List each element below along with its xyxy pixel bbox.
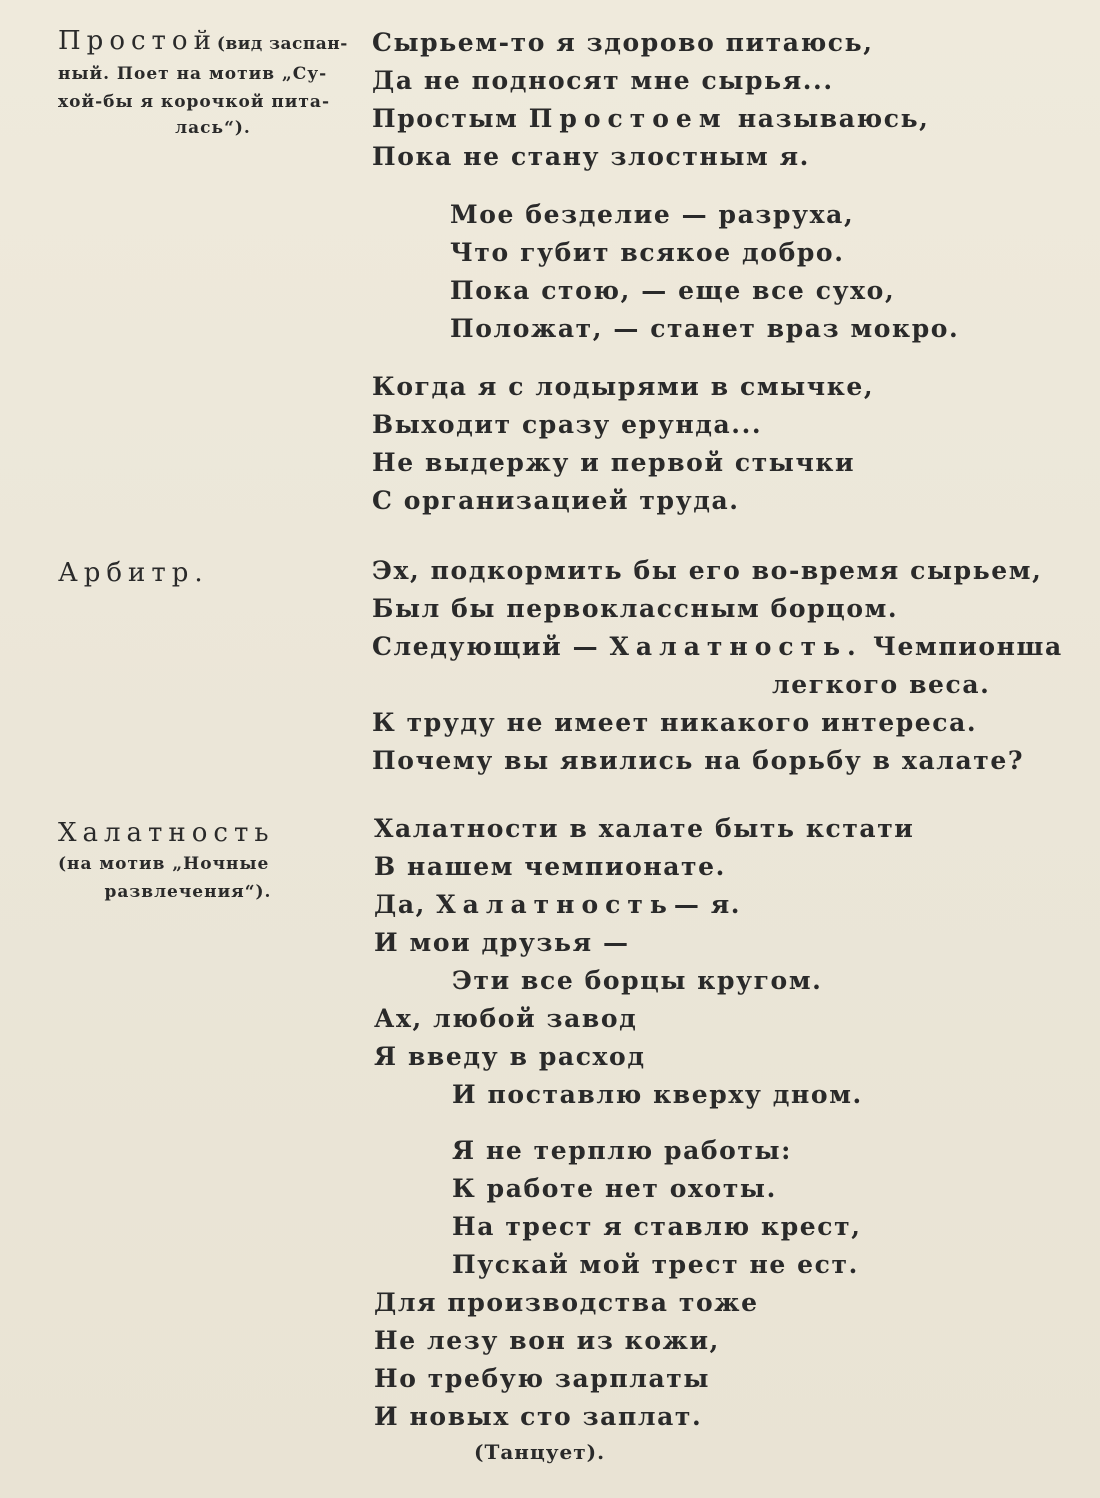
verse-word-spaced: Простоем — [528, 104, 728, 133]
verse-line — [372, 104, 930, 133]
speaker-arbitr: Арбитр. — [58, 558, 209, 588]
verse-word-spaced: Халатность. — [609, 632, 863, 661]
verse-line: Пускай мой трест не ест. — [452, 1250, 859, 1279]
verse-line: Я не терплю работы: — [452, 1136, 793, 1165]
verse-word: Да, — [374, 890, 426, 919]
verse-line: И мои друзья — — [374, 928, 630, 957]
verse-line: С организацией труда. — [372, 486, 740, 515]
verse-word: Чемпионша — [873, 632, 1063, 661]
verse-word: Простым — [372, 104, 519, 133]
verse-line: Пока не стану злостным я. — [372, 142, 810, 171]
verse-line: Эх, подкормить бы его во-время сырьем, — [372, 556, 1043, 585]
verse-line: Почему вы явились на борьбу в халате? — [372, 746, 1025, 775]
verse-line — [374, 890, 741, 919]
verse-line: На трест я ставлю крест, — [452, 1212, 862, 1241]
verse-line: И новых сто заплат. — [374, 1402, 703, 1431]
speaker-note-line: (на мотив „Ночные — [58, 854, 270, 874]
verse-line: И поставлю кверху дном. — [452, 1080, 863, 1109]
speaker-note-line: лась“). — [175, 118, 251, 138]
verse-word: — я. — [673, 890, 742, 919]
verse-line: Сырьем-то я здорово питаюсь, — [372, 28, 874, 57]
verse-word: Следующий — — [372, 632, 600, 661]
verse-line: Но требую зарплаты — [374, 1364, 711, 1393]
verse-word: называюсь, — [737, 104, 930, 133]
verse-line: Что губит всякое добро. — [450, 238, 845, 267]
verse-line: Пока стою, — еще все сухо, — [450, 276, 896, 305]
verse-line: Был бы первоклассным борцом. — [372, 594, 899, 623]
speaker-name: Халатность — [58, 818, 275, 848]
verse-line: Когда я с лодырями в смычке, — [372, 372, 875, 401]
verse-line: Да не подносят мне сырья... — [372, 66, 834, 95]
speaker-note-line: развлечения“). — [104, 882, 272, 902]
verse-word-spaced: Халатность — [436, 890, 674, 919]
verse-line: К труду не имеет никакого интереса. — [372, 708, 978, 737]
verse-line: Для производства тоже — [374, 1288, 759, 1317]
verse-line: Мое безделие — разруха, — [450, 200, 855, 229]
speaker-note-line: (вид заспан- — [216, 34, 348, 54]
speaker-name: Простой — [58, 26, 217, 56]
verse-line: легкого веса. — [772, 670, 991, 699]
verse-line: Не выдержу и первой стычки — [372, 448, 856, 477]
speaker-khalatnost — [58, 818, 318, 902]
verse-line — [372, 632, 1063, 661]
verse-line: Ах, любой завод — [374, 1004, 638, 1033]
stage-direction: (Танцует). — [474, 1440, 606, 1464]
verse-line: Я введу в расход — [374, 1042, 646, 1071]
verse-line: Положат, — станет враз мокро. — [450, 314, 960, 343]
speaker-note-line: хой-бы я корочкой пита- — [58, 92, 330, 112]
speaker-prostoy — [58, 26, 368, 138]
verse-line: Эти все борцы кругом. — [452, 966, 823, 995]
verse-line: К работе нет охоты. — [452, 1174, 777, 1203]
verse-line: В нашем чемпионате. — [374, 852, 726, 881]
speaker-note-line: ный. Поет на мотив „Су- — [58, 64, 328, 84]
verse-line: Выходит сразу ерунда... — [372, 410, 763, 439]
verse-line: Халатности в халате быть кстати — [374, 814, 915, 843]
verse-line: Не лезу вон из кожи, — [374, 1326, 720, 1355]
